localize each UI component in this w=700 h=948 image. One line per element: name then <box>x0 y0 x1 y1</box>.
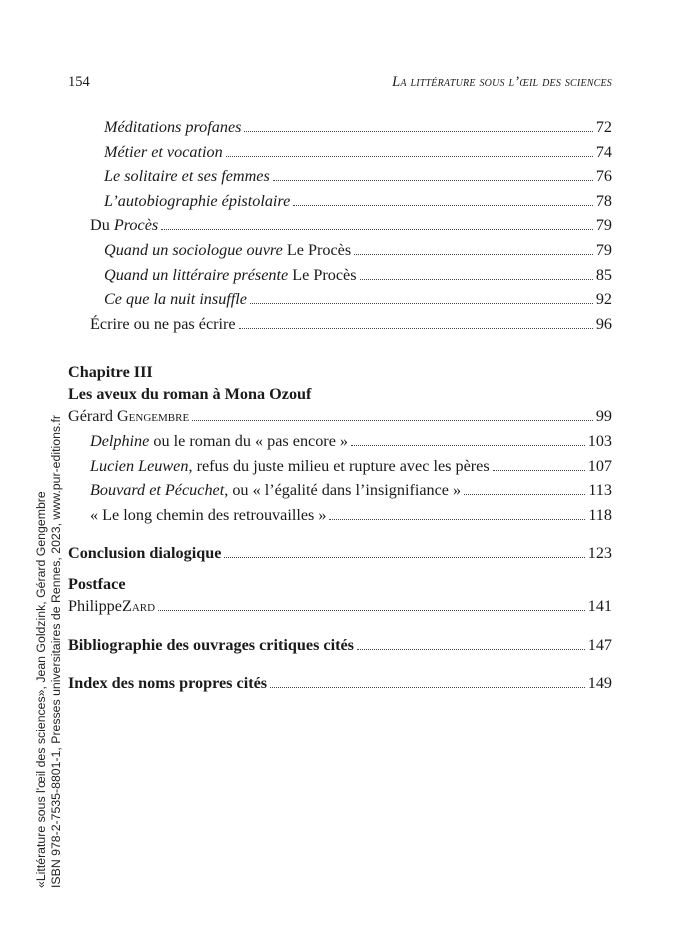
toc-entry-page: 74 <box>595 142 612 161</box>
toc-entry-label-roman: Le Procès <box>282 240 352 259</box>
toc-entry-page: 149 <box>587 674 612 693</box>
toc-entry-label: Index des noms propres cités <box>68 674 268 693</box>
toc-entry-label <box>104 241 351 260</box>
toc-entry-label-prefix: Du <box>90 216 114 235</box>
toc-entry[interactable] <box>68 506 612 531</box>
dot-leader <box>270 675 585 688</box>
toc-entry-label-italic: Quand un littéraire présente <box>104 265 289 284</box>
toc-entry-page: 85 <box>595 265 612 284</box>
toc-entry-label-italic: Lucien Leuwen <box>90 456 189 475</box>
toc-entry[interactable] <box>68 481 612 506</box>
toc-entry-label: Le solitaire et ses femmes <box>104 167 270 186</box>
toc-entry[interactable] <box>68 544 612 569</box>
chapter-heading: Chapitre III <box>68 363 153 382</box>
toc-entry[interactable] <box>68 636 612 661</box>
page-number: 154 <box>68 74 90 90</box>
toc-entry[interactable] <box>68 143 612 168</box>
toc-entry-label: Écrire ou ne pas écrire <box>90 314 236 333</box>
toc-entry-page: 79 <box>595 216 612 235</box>
toc-entry[interactable] <box>68 432 612 457</box>
dot-leader <box>273 168 593 181</box>
toc-entry-label: Métier et vocation <box>104 142 223 161</box>
toc-entry-page: 76 <box>595 167 612 186</box>
toc-entry[interactable] <box>68 597 612 622</box>
toc-entry-label-rest: ou le roman du « pas encore » <box>149 431 349 450</box>
toc-entry[interactable] <box>68 457 612 482</box>
dot-leader <box>354 242 593 255</box>
dot-leader <box>158 598 585 611</box>
dot-leader <box>226 144 593 157</box>
toc-entry-label-rest: , refus du juste milieu et rupture avec les pères <box>188 456 490 475</box>
toc-entry[interactable] <box>68 167 612 192</box>
toc-entry-label <box>90 457 490 476</box>
toc-entry[interactable] <box>68 241 612 266</box>
dot-leader <box>357 637 585 650</box>
toc-entry-label-rest: , ou « l’égalité dans l’insignifiance » <box>224 481 462 500</box>
toc-entry-label: Bibliographie des ouvrages critiques cités <box>68 635 354 654</box>
toc-entry-page: 99 <box>595 407 612 426</box>
toc-entry[interactable] <box>68 407 612 432</box>
toc-entry-page: 92 <box>595 290 612 309</box>
toc-entry[interactable] <box>68 315 612 340</box>
dot-leader <box>224 545 584 558</box>
toc-entry-author <box>68 407 189 426</box>
toc-entry-label-italic: Delphine <box>90 431 150 450</box>
toc-entry-label: L’autobiographie épistolaire <box>104 191 291 210</box>
toc-entry-page: 147 <box>587 635 612 654</box>
dot-leader <box>293 193 593 206</box>
copyright-line-2: ISBN 978-2-7535-8801-1, Presses universitaires de Rennes, 2023, www.pur-editions.fr <box>49 415 63 888</box>
toc-entry-label: « Le long chemin des retrouvailles » <box>90 505 327 524</box>
toc-entry[interactable] <box>68 266 612 291</box>
dot-leader <box>493 458 585 471</box>
toc-entry-page: 113 <box>588 481 612 500</box>
copyright-sidebar <box>34 415 98 888</box>
toc-entry-label-italic: Quand un sociologue ouvre <box>104 240 283 259</box>
dot-leader <box>161 217 593 230</box>
toc-entry[interactable] <box>68 192 612 217</box>
toc-entry[interactable] <box>68 216 612 241</box>
toc-entry-label-italic: Bouvard et Pécuchet <box>90 481 225 500</box>
toc-entry-page: 123 <box>587 544 612 563</box>
toc-entry-page: 118 <box>588 505 612 524</box>
chapter-title: Les aveux du roman à Mona Ozouf <box>68 385 312 404</box>
dot-leader <box>250 291 593 304</box>
dot-leader <box>360 267 593 280</box>
toc-entry-page: 141 <box>587 596 612 615</box>
toc-entry[interactable] <box>68 674 612 699</box>
toc-entry-page: 79 <box>595 240 612 259</box>
toc-entry-page: 103 <box>587 431 612 450</box>
dot-leader <box>464 482 585 495</box>
toc-entry-label: Ce que la nuit insuffle <box>104 290 247 309</box>
running-title: La littérature sous l’œil des sciences <box>392 74 612 90</box>
toc-entry-label <box>90 432 348 451</box>
copyright-line-1: «Littérature sous l'œil des sciences», Jean Goldzink, Gérard Gengembre <box>34 491 48 888</box>
dot-leader <box>239 316 593 329</box>
author-last-name: Zard <box>121 596 156 615</box>
table-of-contents <box>68 118 612 699</box>
toc-entry-page: 107 <box>587 456 612 475</box>
toc-entry-label <box>90 216 158 235</box>
toc-entry[interactable] <box>68 290 612 315</box>
toc-entry-label <box>90 481 461 500</box>
dot-leader <box>351 433 585 446</box>
author-last-name: Gengembre <box>116 407 190 426</box>
toc-entry-label-title: Procès <box>113 216 159 235</box>
toc-entry-label-roman: Le Procès <box>288 265 357 284</box>
author-first-name: Philippe <box>68 596 122 615</box>
toc-entry-page: 72 <box>595 118 612 136</box>
toc-entry-label: Conclusion dialogique <box>68 544 222 563</box>
section-heading: Postface <box>68 574 126 593</box>
toc-entry-page: 96 <box>595 314 612 333</box>
dot-leader <box>329 507 585 520</box>
author-first-name: Gérard <box>68 407 117 426</box>
dot-leader <box>244 119 592 132</box>
toc-entry-page: 78 <box>595 191 612 210</box>
dot-leader <box>192 408 593 421</box>
toc-entry-label <box>104 266 357 285</box>
toc-entry[interactable] <box>68 118 612 143</box>
toc-entry-label: Méditations profanes <box>104 118 242 136</box>
